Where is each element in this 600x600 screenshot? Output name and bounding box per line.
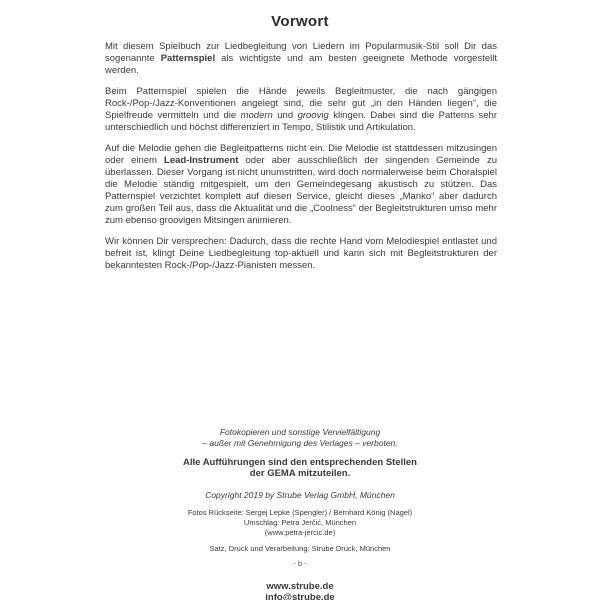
cover-credit: Umschlag: Petra Jerčić, München xyxy=(243,518,357,527)
publisher-website: www.strube.de xyxy=(266,581,334,592)
gema-notice-line-2: der GEMA mitzuteilen. xyxy=(249,468,351,479)
paragraph-1-text-cont: als wichtigste und am besten geeignete Methode vorgestellt werden. xyxy=(105,53,497,76)
copy-notice-line-2: – außer mit Genehmigung des Verlages – verboten. xyxy=(202,438,398,448)
paragraph-2-italic-term-2: groovig xyxy=(297,110,329,121)
publisher-email: info@strube.de xyxy=(265,592,335,600)
paragraph-3-bold-term: Lead-Instrument xyxy=(164,155,239,166)
paragraph-2-text: Beim Patternspiel spielen die Hände jeweils Begleitmuster, die nach gängigen Rock-/Pop-/Jazz-Konventionen angelegt sind, die sehr gut „in den Händen liegen“, die Spielfreude vermitteln und die xyxy=(105,86,497,121)
paragraph-2-italic-term-1: modern xyxy=(240,110,273,121)
copyright-line: Copyright 2019 by Strube Verlag GmbH, München xyxy=(205,490,395,500)
paragraph-2 xyxy=(105,86,497,134)
paragraph-2-text-cont: klingen. Dabei sind die Patterns sehr unterschiedlich und höchst differenziert in Tempo, Stilistik und Artikulation. xyxy=(105,110,497,133)
paragraph-3-text: Auf die Melodie gehen die Begleitpatterns nicht ein. Die Melodie ist stattdessen mitzusingen oder einem xyxy=(105,143,497,166)
copy-notice-line-1: Fotokopieren und sonstige Vervielfältigung xyxy=(219,427,381,437)
paragraph-3-text-cont: oder aber ausschließlich der singenden Gemeinde zu überlassen. Dieser Vorgang ist nicht unumstritten, wird doch normalerweise beim Choralspiel die Melodie ständig mitgespielt, um den Gemeindegesang akustisch zu stützen. Das Patternspiel verzichtet komplett auf diesen Service, gleicht dieses „Manko“ aber dadurch zum großen Teil aus, dass die Aktualität und die „Coolness“ der Begleitstrukturen umso mehr zum ebenso groovigen Mitsingen animieren. xyxy=(105,155,497,226)
paragraph-1-text: Mit diesem Spielbuch zur Liedbegleitung von Liedern im Popularmusik-Stil soll Dir das sogenannte xyxy=(105,41,497,64)
cover-credit-url: (www.petra-jercic.de) xyxy=(264,528,336,537)
print-credit: Satz, Druck und Verarbeitung: Strube Druck, München xyxy=(209,544,391,553)
footer xyxy=(0,427,600,600)
paragraph-1-bold-term: Patternspiel xyxy=(160,53,216,64)
paragraph-1 xyxy=(105,41,497,77)
gema-notice-line-1: Alle Aufführungen sind den entsprechenden Stellen xyxy=(182,457,417,468)
paragraph-2-text-mid: und xyxy=(272,110,298,121)
paragraph-4: Wir können Dir versprechen: Dadurch, dass die rechte Hand vom Melodiespiel entlastet und befreit ist, klingt Deine Liedbegleitung top-aktuell und kann sich mit Begleitstrukturen der bekanntesten Rock-/Pop-/Jazz-Pianisten messen. xyxy=(105,236,497,271)
body-text xyxy=(105,41,497,281)
page-number: - b - xyxy=(293,559,307,568)
paragraph-3 xyxy=(105,143,497,227)
photos-credit: Fotos Rückseite: Sergej Lepke (Spengler) / Bernhard König (Nagel) xyxy=(187,508,413,517)
page-title: Vorwort xyxy=(271,13,329,30)
